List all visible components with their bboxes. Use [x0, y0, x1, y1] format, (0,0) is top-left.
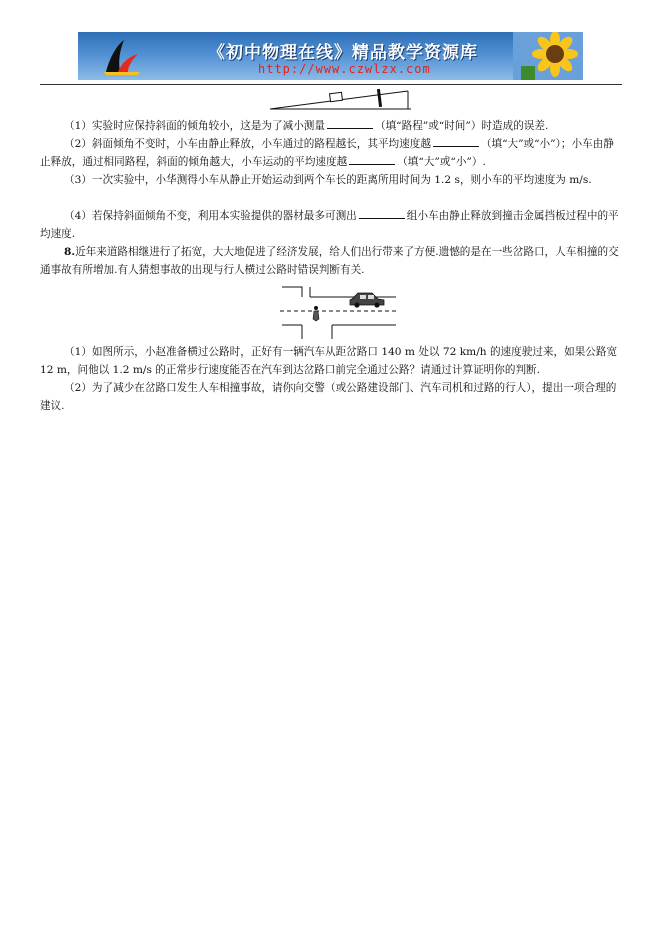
q8-number: 8. — [64, 246, 76, 258]
q8-part1: （1）如图所示，小赵准备横过公路时，正好有一辆汽车从距岔路口 140 m 处以 72 km/h 的速度驶过来，如果公路宽 12 m，问他以 1.2 m/s 的正常步行速度能否在汽车到达岔路口前完全通过公路？请通过计算证明你的判断. — [40, 346, 618, 376]
q7-part4-text-a: （4）若保持斜面倾角不变，利用本实验提供的器材最多可测出 — [64, 210, 357, 222]
sunflower-icon — [513, 32, 583, 80]
q7-part1-text-b: （填“路程”或“时间”）时造成的误差. — [375, 120, 549, 132]
q8-intro — [40, 243, 622, 279]
q7-blank-1[interactable] — [327, 117, 373, 129]
road-figure — [280, 283, 398, 341]
q7-part2-text-a: （2）斜面倾角不变时，小车由静止释放，小车通过的路程越长，其平均速度越 — [64, 138, 431, 150]
q7-part3: （3）一次实验中，小华测得小车从静止开始运动到两个车长的距离所用时间为 1.2 s，则小车的平均速度为 m/s. — [64, 174, 592, 186]
pedestrian-icon — [313, 306, 319, 321]
q7-part1 — [40, 117, 622, 135]
q8-part2: （2）为了减少在岔路口发生人车相撞事故，请你向交警（或公路建设部门、汽车司机和过路的行人），提出一项合理的建议. — [40, 382, 617, 412]
car-icon — [350, 293, 384, 308]
q7-part1-text-a: （1）实验时应保持斜面的倾角较小，这是为了减小测量 — [64, 120, 325, 132]
header-rule — [40, 84, 622, 85]
q7-blank-4[interactable] — [359, 207, 405, 219]
q7-blank-2[interactable] — [433, 135, 479, 147]
q7-blank-3[interactable] — [349, 153, 395, 165]
incline-figure — [268, 87, 413, 113]
q7-part2-text-c: （填“大”或“小”）. — [397, 156, 486, 168]
q7-part2 — [40, 135, 622, 171]
q7-part2-text-b: （填“大”或“小”）；小车由静止释放，通过相同路程，斜面的倾角越大，小车运动的平均速度越 — [40, 138, 614, 168]
header-banner — [78, 32, 583, 80]
q7-part4 — [40, 207, 622, 243]
banner-url[interactable]: http://www.czwlzx.com — [258, 62, 431, 76]
logo-icon — [100, 36, 142, 76]
banner-title: 《初中物理在线》精品教学资源库 — [208, 43, 478, 63]
q8-intro-text: 近年来道路相继进行了拓宽，大大地促进了经济发展，给人们出行带来了方便.遗憾的是在一些岔路口，人车相撞的交通事故有所增加.有人猜想事故的出现与行人横过公路时错误判断有关. — [40, 246, 619, 276]
q7-part4-text-b: 组小车由静止释放到撞击金属挡板过程中的平均速度. — [40, 210, 619, 240]
